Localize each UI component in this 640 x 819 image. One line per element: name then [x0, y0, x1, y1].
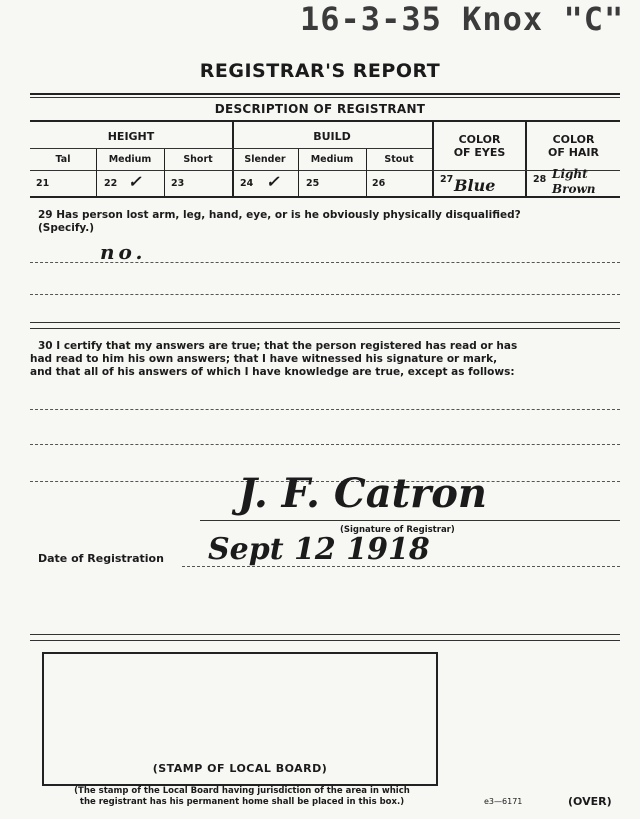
height-short-label: Short — [183, 154, 213, 165]
height-tall-label: Tal — [55, 154, 71, 165]
answer-line — [30, 294, 620, 295]
question-29-line-2: (Specify.) — [38, 222, 95, 234]
question-29-answer: no. — [100, 240, 147, 264]
header-stamp: 16-3-35 Knox "C" — [300, 0, 625, 38]
check-mark: ✓ — [266, 172, 280, 191]
field-number: 21 — [36, 178, 50, 189]
table-bottom-rule — [30, 196, 620, 198]
answer-line — [30, 409, 620, 410]
question-30-line-1: 30 I certify that my answers are true; that the person registered has read or has — [38, 340, 518, 352]
answer-line — [30, 262, 620, 263]
build-slender-label: Slender — [244, 154, 286, 165]
table-top-rule — [30, 120, 620, 122]
build-stout-label: Stout — [384, 154, 414, 165]
field-number: 24 — [240, 178, 254, 189]
field-number: 28 — [533, 174, 547, 185]
registrar-signature: J. F. Catron — [238, 470, 487, 517]
field-number: 26 — [372, 178, 386, 189]
signature-line — [200, 520, 620, 521]
field-number: 25 — [306, 178, 320, 189]
hair-heading-2: OF HAIR — [548, 146, 599, 159]
question-30-line-3: and that all of his answers of which I have knowledge are true, except as follows: — [30, 366, 515, 378]
answer-line — [30, 444, 620, 445]
date-line — [182, 566, 620, 567]
section-rule — [30, 640, 620, 641]
hair-color-value-2: Brown — [552, 182, 596, 196]
hair-color-value-1: Light — [552, 167, 588, 181]
subheader-rule — [30, 148, 432, 149]
title-rule — [30, 93, 620, 95]
registration-date-value: Sept 12 1918 — [208, 532, 430, 567]
question-30-line-2: had read to him his own answers; that I have witnessed his signature or mark, — [30, 353, 498, 365]
height-heading: HEIGHT — [107, 130, 155, 143]
over-label: (OVER) — [568, 795, 612, 808]
height-medium-label: Medium — [108, 154, 152, 165]
field-number: 23 — [171, 178, 185, 189]
hair-heading-1: COLOR — [552, 133, 595, 146]
stamp-box-label: (STAMP OF LOCAL BOARD) — [152, 762, 328, 775]
stamp-note-line-1: (The stamp of the Local Board having jurisdiction of the area in which — [74, 786, 410, 796]
title-rule-2 — [30, 97, 620, 98]
field-number: 27 — [440, 174, 454, 185]
build-heading: BUILD — [313, 130, 351, 143]
check-mark: ✓ — [128, 172, 142, 191]
signature-caption: (Signature of Registrar) — [340, 525, 455, 535]
field-number: 22 — [104, 178, 118, 189]
build-medium-label: Medium — [310, 154, 354, 165]
section-rule — [30, 634, 620, 635]
eyes-heading-2: OF EYES — [453, 146, 506, 159]
question-29-line-1: 29 Has person lost arm, leg, hand, eye, or is he obviously physically disqualified? — [38, 209, 521, 221]
section-rule — [30, 328, 620, 329]
form-number: e3—6171 — [484, 797, 523, 806]
stamp-note-line-2: the registrant has his permanent home shall be placed in this box.) — [79, 797, 405, 807]
eyes-heading-1: COLOR — [458, 133, 501, 146]
section-rule — [30, 322, 620, 323]
date-label: Date of Registration — [38, 552, 164, 565]
column-label-rule — [30, 170, 620, 171]
eye-color-value: Blue — [454, 176, 496, 195]
form-title: REGISTRAR'S REPORT — [199, 60, 441, 82]
description-heading: DESCRIPTION OF REGISTRANT — [214, 102, 426, 116]
